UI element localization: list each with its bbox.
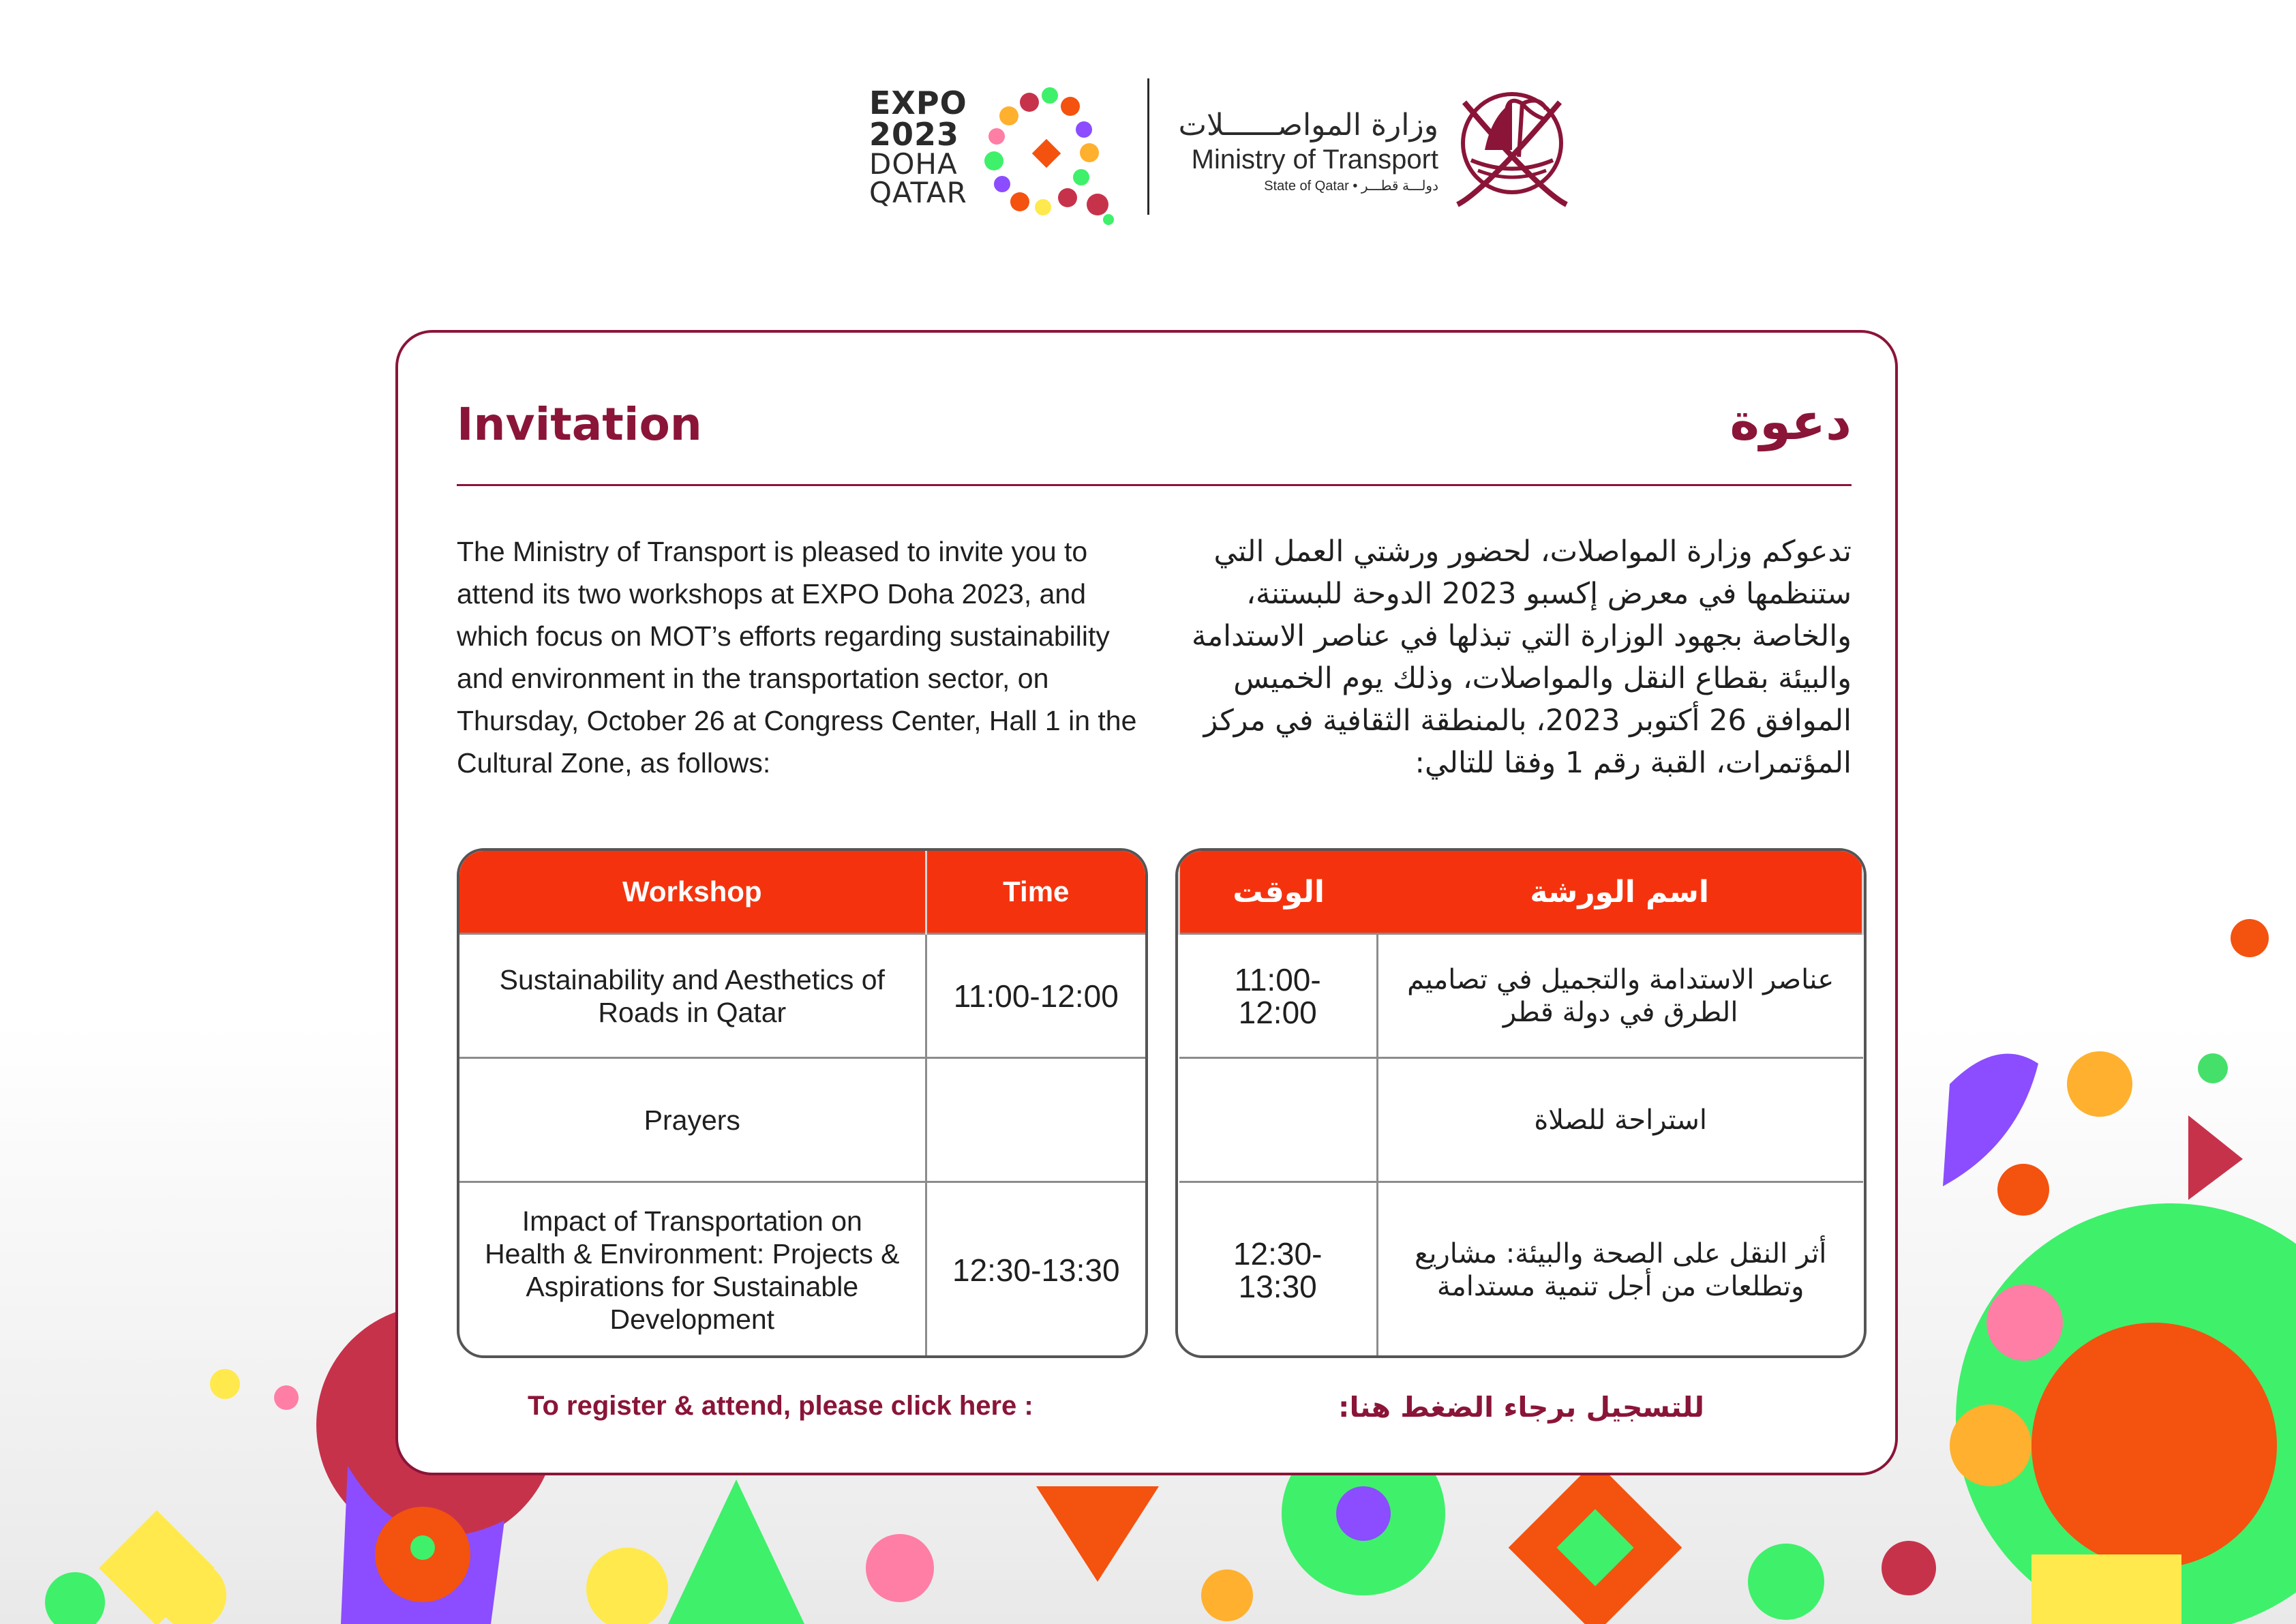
intro-paragraph-ar: تدعوكم وزارة المواصلات، لحضور ورشتي العمل التي ستنظمها في معرض إكسبو 2023 الدوحة للبستنة، والخاصة بجهود الوزارة التي تبذلها في عناصر الاستدامة والبيئة بقطاع النقل والمواصلات، وذلك يوم الخميس الموافق 26 أكتوبر 2023، بالمنطقة الثقافية في مركز المؤتمرات، القبة رقم 1 وفقا للتالي:	[1192, 535, 1852, 780]
register-link-en[interactable]: To register & attend, please click here :	[528, 1391, 1033, 1421]
workshop-cell: Prayers	[459, 1058, 926, 1182]
workshop-cell: استراحة للصلاة	[1377, 1058, 1862, 1182]
ministry-logo-text	[1159, 109, 1438, 194]
header-workshop-en: Workshop	[459, 851, 926, 934]
header-time-en: Time	[926, 851, 1145, 934]
workshop-cell: Impact of Transportation on Health & Environment: Projects & Aspirations for Sustainable Development	[459, 1182, 926, 1358]
table-row	[459, 1182, 1145, 1358]
expo-logo-text	[869, 87, 967, 207]
table-row	[1179, 1182, 1863, 1358]
expo-logo-line3: DOHA	[869, 147, 958, 181]
workshop-cell: أثر النقل على الصحة والبيئة: مشاريع وتطلعات من أجل تنمية مستدامة	[1377, 1182, 1862, 1358]
time-cell	[926, 1058, 1145, 1182]
title-divider	[457, 484, 1852, 486]
invitation-card	[395, 330, 1898, 1475]
table-row	[459, 934, 1145, 1058]
title-ar: دعوة	[1729, 393, 1852, 451]
title-en: Invitation	[457, 398, 702, 451]
qatar-emblem-icon	[1444, 75, 1580, 218]
ministry-name-ar: وزارة المواصــــــلات	[1178, 108, 1438, 142]
header-time-ar: الوقت	[1179, 851, 1378, 934]
table-row	[1179, 934, 1863, 1058]
ministry-name-en: Ministry of Transport	[1191, 145, 1438, 175]
expo-logo-line4: QATAR	[869, 176, 967, 209]
time-cell: 12:30-13:30	[926, 1182, 1145, 1358]
logo-divider	[1147, 78, 1149, 215]
header-workshop-ar: اسم الورشة	[1377, 851, 1862, 934]
time-cell: 11:00-12:00	[1179, 934, 1378, 1058]
schedule-table-ar	[1175, 848, 1867, 1358]
time-cell: 11:00-12:00	[926, 934, 1145, 1058]
expo-logo-line2: 2023	[869, 116, 960, 153]
time-cell: 12:30-13:30	[1179, 1182, 1378, 1358]
expo-logo-line1: EXPO	[869, 85, 967, 121]
workshop-cell: Sustainability and Aesthetics of Roads in Qatar	[459, 934, 926, 1058]
time-cell	[1179, 1058, 1378, 1182]
table-row	[1179, 1058, 1863, 1182]
table-row	[459, 1058, 1145, 1182]
workshop-cell: عناصر الاستدامة والتجميل في تصاميم الطرق في دولة قطر	[1377, 934, 1862, 1058]
intro-paragraph-en: The Ministry of Transport is pleased to invite you to attend its two workshops at EXPO Doha 2023, and which focus on MOT’s efforts regarding sustainability and environment in the transportation sector, on Thursday, October 26 at Congress Center, Hall 1 in the Cultural Zone, as follows:	[457, 536, 1137, 779]
state-of-qatar: State of Qatar • دولـــة قطـــر	[1264, 179, 1438, 194]
schedule-table-en	[457, 848, 1148, 1358]
register-link-ar[interactable]: للتسجيل برجاء الضغط هنا:	[1338, 1391, 1704, 1424]
